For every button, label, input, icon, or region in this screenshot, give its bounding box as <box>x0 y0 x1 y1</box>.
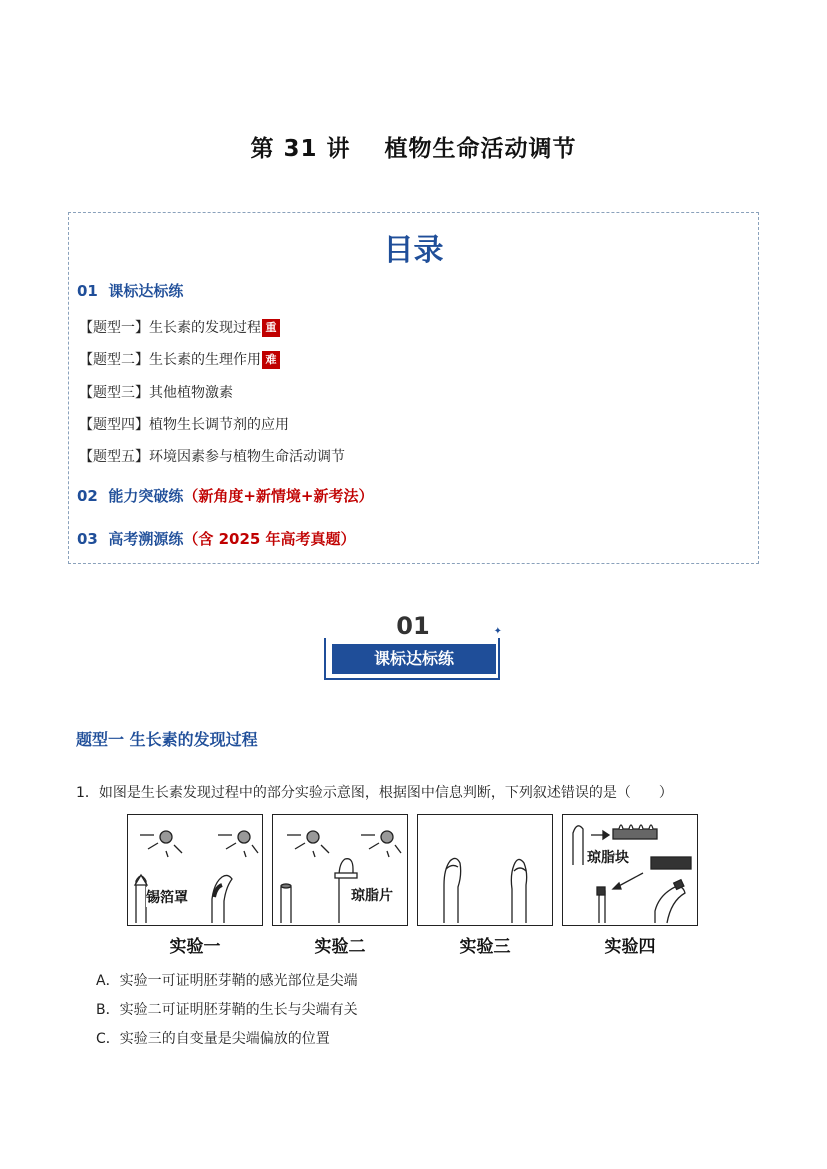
toc-item-label: 【题型二】生长素的生理作用 <box>79 352 261 368</box>
experiment-3-drawing <box>418 815 551 924</box>
question-stem: 1．如图是生长素发现过程中的部分实验示意图，根据图中信息判断，下列叙述错误的是（ ） <box>76 785 673 801</box>
experiment-figure <box>127 814 699 962</box>
toc-item-label: 【题型三】其他植物激素 <box>79 385 233 401</box>
experiment-2-drawing <box>273 815 406 924</box>
badge-number: 01 <box>396 612 430 640</box>
experiment-panel-4 <box>562 814 698 926</box>
agar-block-label: 琼脂块 <box>587 847 629 867</box>
toc-item-4[interactable] <box>79 414 289 434</box>
experiment-panel-1 <box>127 814 263 926</box>
section-number: 03 <box>77 530 98 548</box>
toc-item-3[interactable] <box>79 382 233 402</box>
tin-cap-label: 锡箔罩 <box>146 887 188 907</box>
table-of-contents <box>68 212 759 564</box>
badge-label: 课标达标练 <box>332 644 496 674</box>
star-icon: ✦ <box>493 626 502 637</box>
lecture-number: 第 31 讲 <box>250 136 351 162</box>
option-c[interactable]: C．实验三的自变量是尖端偏放的位置 <box>96 1031 330 1047</box>
key-point-tag: 重 <box>262 319 280 337</box>
experiment-caption-4: 实验四 <box>604 937 656 957</box>
toc-item-label: 【题型五】环境因素参与植物生命活动调节 <box>79 449 345 465</box>
section-label: 课标达标练 <box>108 282 184 300</box>
section-number: 01 <box>77 282 98 300</box>
section-label: 能力突破练 <box>108 487 184 505</box>
question-type-heading: 题型一 生长素的发现过程 <box>76 730 258 749</box>
toc-heading: 目录 <box>383 233 444 268</box>
toc-item-5[interactable] <box>79 446 345 466</box>
toc-section-3[interactable] <box>77 528 356 549</box>
experiment-panel-3 <box>417 814 553 926</box>
toc-item-label: 【题型四】植物生长调节剂的应用 <box>79 417 289 433</box>
section-number: 02 <box>77 487 98 505</box>
experiment-caption-2: 实验二 <box>314 937 366 957</box>
experiment-1-drawing <box>128 815 261 924</box>
difficulty-tag: 难 <box>262 351 280 369</box>
toc-item-1[interactable] <box>79 317 280 337</box>
agar-sheet-label: 琼脂片 <box>351 885 393 905</box>
experiment-panel-2 <box>272 814 408 926</box>
toc-item-label: 【题型一】生长素的发现过程 <box>79 320 261 336</box>
option-b[interactable]: B．实验二可证明胚芽鞘的生长与尖端有关 <box>96 1002 358 1018</box>
toc-section-1[interactable] <box>77 280 183 301</box>
section-extra: （含 2025 年高考真题） <box>183 530 356 548</box>
experiment-4-drawing <box>563 815 698 924</box>
toc-item-2[interactable] <box>79 349 280 369</box>
section-extra: （新角度+新情境+新考法） <box>183 487 374 505</box>
section-badge <box>322 612 504 682</box>
page-title <box>0 130 827 163</box>
section-label: 高考溯源练 <box>108 530 184 548</box>
experiment-caption-1: 实验一 <box>169 937 221 957</box>
experiment-caption-3: 实验三 <box>459 937 511 957</box>
option-a[interactable]: A．实验一可证明胚芽鞘的感光部位是尖端 <box>96 973 358 989</box>
lecture-topic: 植物生命活动调节 <box>384 136 577 162</box>
toc-section-2[interactable] <box>77 485 373 506</box>
